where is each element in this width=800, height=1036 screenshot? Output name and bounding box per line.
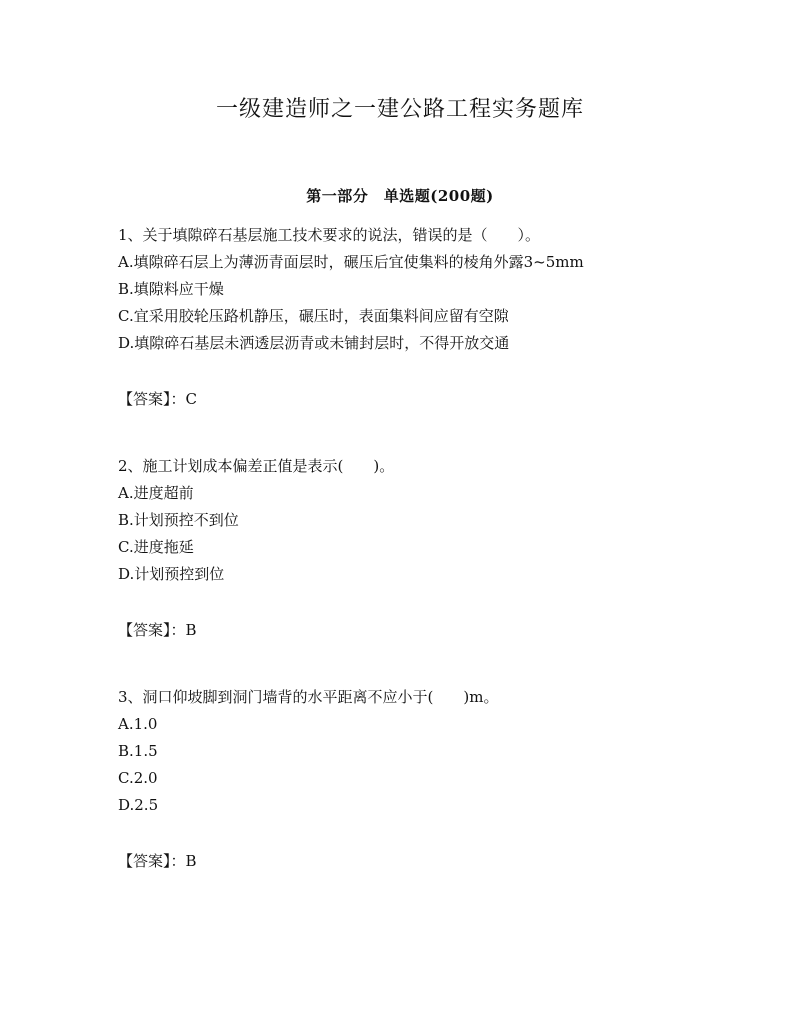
option-d: D.计划预控到位 [118,565,225,583]
question-stem: 3、洞口仰坡脚到洞门墙背的水平距离不应小于( )m。 [118,688,499,706]
question-stem: 2、施工计划成本偏差正值是表示( )。 [118,457,395,475]
section-title: 第一部分 单选题(200题) [306,187,494,205]
option-b: B.计划预控不到位 [118,511,239,529]
option-d: D.2.5 [118,796,159,814]
answer-1: 【答案】：C [118,390,197,408]
option-a: A.1.0 [118,715,158,733]
question-3 [118,684,758,819]
option-c: C.宜采用胶轮压路机静压，碾压时，表面集料间应留有空隙 [118,307,509,325]
option-d: D.填隙碎石基层未洒透层沥青或未铺封层时，不得开放交通 [118,334,510,352]
question-2 [118,453,758,588]
document-title: 一级建造师之一建公路工程实务题库 [215,97,584,122]
question-1 [118,222,758,357]
answer-2: 【答案】：B [118,621,197,639]
option-b: B.填隙料应干燥 [118,280,224,298]
option-a: A.进度超前 [118,484,194,502]
question-stem: 1、关于填隙碎石基层施工技术要求的说法，错误的是（ ）。 [118,226,541,244]
option-c: C.2.0 [118,769,158,787]
answer-3: 【答案】：B [118,852,197,870]
option-c: C.进度拖延 [118,538,194,556]
option-a: A.填隙碎石层上为薄沥青面层时，碾压后宜使集料的棱角外露3~5mm [118,253,584,271]
option-b: B.1.5 [118,742,158,760]
